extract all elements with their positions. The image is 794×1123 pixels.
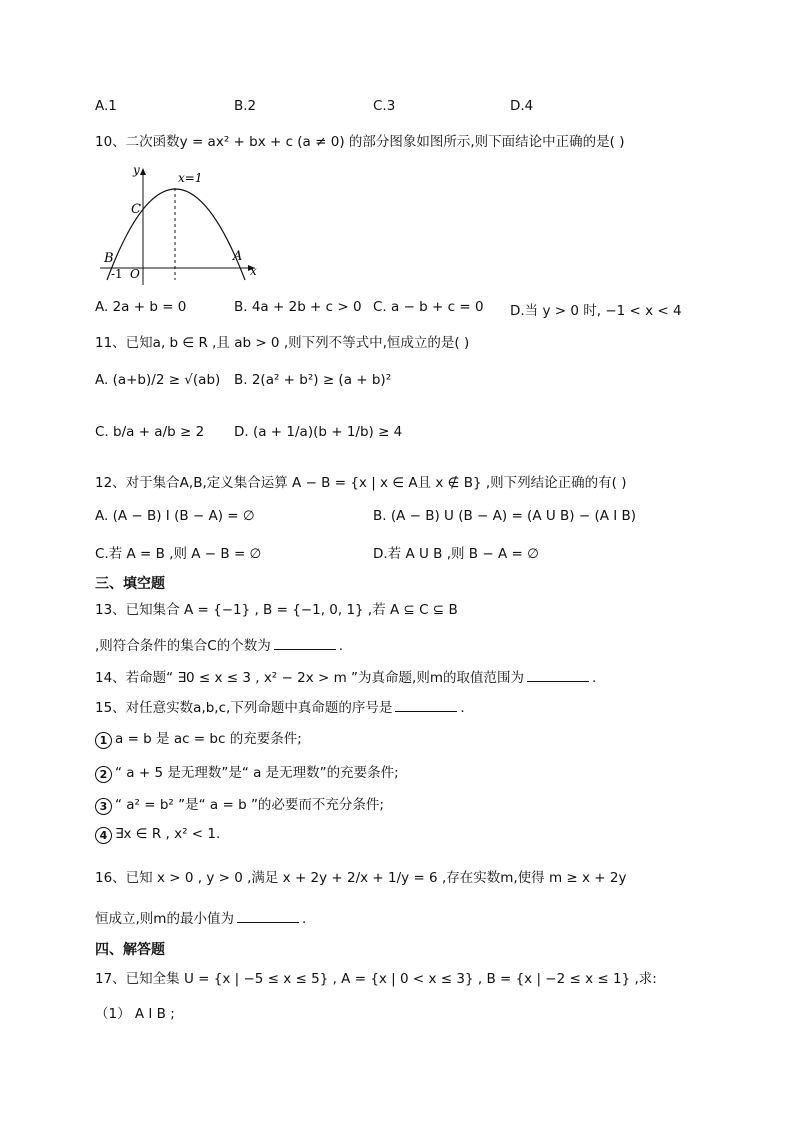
- q14: 14、若命题“ ∃0 ≤ x ≤ 3 , x² − 2x > m ”为真命题,则m的取值范围为 .: [95, 670, 597, 686]
- q17-stem: 17、已知全集 U = {x | −5 ≤ x ≤ 5} , A = {x | 0 < x ≤ 3} , B = {x | −2 ≤ x ≤ 1} ,求:: [95, 971, 657, 987]
- q15-item-3: 3 “ a² = b² ”是“ a = b ”的必要而不充分条件;: [95, 793, 384, 815]
- label-x-eq-1: x=1: [178, 171, 203, 185]
- q9-option-d: D.4: [510, 98, 534, 114]
- circled-number-2: 2: [95, 766, 112, 783]
- q12-option-d: D.若 A U B ,则 B − A = ∅: [373, 546, 539, 562]
- q10-option-b: B. 4a + 2b + c > 0: [234, 299, 362, 315]
- q11-option-b: B. 2(a² + b²) ≥ (a + b)²: [234, 372, 392, 388]
- q12-option-c: C.若 A = B ,则 A − B = ∅: [95, 546, 262, 562]
- q10-option-a: A. 2a + b = 0: [95, 299, 187, 315]
- y-axis-arrow: [140, 168, 146, 175]
- q15-text: 15、对任意实数a,b,c,下列命题中真命题的序号是: [95, 700, 393, 716]
- label-x: x: [250, 264, 257, 278]
- label-B: B: [104, 251, 114, 266]
- section-fill-in-heading: 三、填空题: [95, 576, 165, 592]
- q12-option-b: B. (A − B) U (B − A) = (A U B) − (A I B): [373, 508, 637, 524]
- q15-item-2: 2 “ a + 5 是无理数”是“ a 是无理数”的充要条件;: [95, 761, 399, 783]
- q11-option-a: A. (a+b)/2 ≥ √(ab): [95, 372, 221, 388]
- label-A: A: [233, 249, 243, 264]
- circled-number-1: 1: [95, 732, 112, 749]
- circled-number-3: 3: [95, 798, 112, 815]
- q12-stem: 12、对于集合A,B,定义集合运算 A − B = {x | x ∈ A且 x ∉ B} ,则下列结论正确的有( ): [95, 475, 627, 491]
- q15-answer-blank[interactable]: [395, 711, 457, 712]
- q11-stem: 11、已知a, b ∈ R ,且 ab > 0 ,则下列不等式中,恒成立的是( ): [95, 335, 470, 351]
- section-answer-heading: 四、解答题: [95, 942, 165, 958]
- q12-option-a: A. (A − B) I (B − A) = ∅: [95, 508, 255, 524]
- q13-answer-blank[interactable]: [274, 649, 336, 650]
- q10-stem: 10、二次函数y = ax² + bx + c (a ≠ 0) 的部分图象如图所示,则下面结论中正确的是( ): [95, 134, 625, 150]
- q16-line1: 16、已知 x > 0 , y > 0 ,满足 x + 2y + 2/x + 1/y = 6 ,存在实数m,使得 m ≥ x + 2y: [95, 870, 627, 886]
- label-C: C: [131, 202, 141, 217]
- q17-part1: （1） A I B ;: [95, 1006, 175, 1022]
- q9-option-c: C.3: [373, 98, 396, 114]
- q13-line2-text: ,则符合条件的集合C的个数为: [95, 638, 271, 654]
- q15: 15、对任意实数a,b,c,下列命题中真命题的序号是 .: [95, 700, 465, 716]
- label-y: y: [133, 163, 140, 177]
- q16-text: 恒成立,则m的最小值为: [95, 911, 234, 927]
- q9-option-b: B.2: [234, 98, 257, 114]
- q10-parabola-graph: [95, 160, 265, 290]
- q11-option-d: D. (a + 1/a)(b + 1/b) ≥ 4: [234, 424, 403, 440]
- circled-number-4: 4: [95, 827, 112, 844]
- q13-line1: 13、已知集合 A = {−1} , B = {−1, 0, 1} ,若 A ⊆ C ⊆ B: [95, 602, 458, 618]
- q10-option-d: D.当 y > 0 时, −1 < x < 4: [510, 303, 682, 319]
- q11-option-c: C. b/a + a/b ≥ 2: [95, 424, 205, 440]
- q13-line2: ,则符合条件的集合C的个数为 .: [95, 638, 344, 654]
- q14-text: 14、若命题“ ∃0 ≤ x ≤ 3 , x² − 2x > m ”为真命题,则m的取值范围为: [95, 670, 524, 686]
- parabola-curve: [107, 189, 245, 280]
- q14-answer-blank[interactable]: [527, 681, 589, 682]
- q10-option-c: C. a − b + c = 0: [373, 299, 484, 315]
- label-O: O: [130, 267, 140, 281]
- q15-item-4: 4 ∃x ∈ R , x² < 1.: [95, 826, 220, 844]
- q9-option-a: A.1: [95, 98, 117, 114]
- q15-item-1: 1 a = b 是 ac = bc 的充要条件;: [95, 727, 302, 749]
- q16-line2: 恒成立,则m的最小值为 .: [95, 911, 307, 927]
- label-neg1: -1: [111, 267, 123, 281]
- q16-answer-blank[interactable]: [237, 922, 299, 923]
